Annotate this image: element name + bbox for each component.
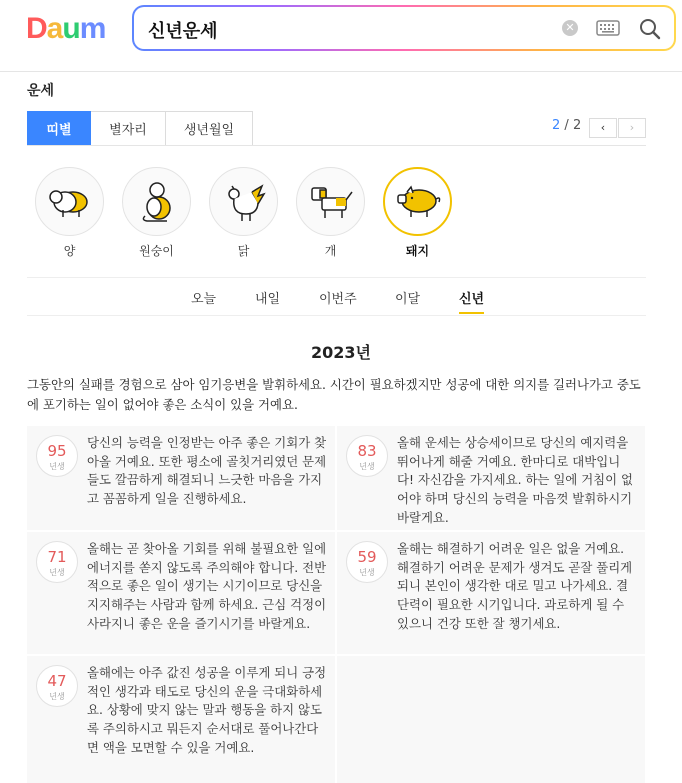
animal-item-dog[interactable] <box>296 167 365 259</box>
birth-year: 59 <box>357 548 377 566</box>
monkey-icon <box>122 167 191 236</box>
tab-this-month[interactable]: 이달 <box>395 292 421 307</box>
animal-item-monkey[interactable] <box>122 167 191 259</box>
birth-year-unit: 년생 <box>49 568 65 577</box>
clear-search-button[interactable]: ✕ <box>562 20 578 36</box>
animal-item-sheep[interactable] <box>35 167 104 259</box>
rooster-icon <box>209 167 278 236</box>
fortune-text: 올해에는 아주 값진 성공을 이루게 되니 긍정적인 생각과 태도로 당신의 운을 극대화하세요. 상황에 맞지 않는 말과 행동을 하지 않도록 주의하시고 뭐든지 순서대로 풀어나간다면 액을 모면할 수 있을 거예요. <box>87 665 327 755</box>
animal-label: 양 <box>63 244 76 258</box>
birth-year: 71 <box>47 548 67 566</box>
logo-letter-u: u <box>62 12 80 45</box>
logo-letter-a: a <box>46 12 63 45</box>
tab-today[interactable]: 오늘 <box>191 292 217 307</box>
birth-year-unit: 년생 <box>359 462 375 471</box>
birth-year-badge <box>36 541 78 583</box>
logo-letter-m: m <box>79 12 106 45</box>
animal-item-rooster[interactable] <box>209 167 278 259</box>
animal-label: 돼지 <box>405 244 430 258</box>
birth-year-badge <box>36 665 78 707</box>
header <box>0 0 682 72</box>
sheep-icon <box>35 167 104 236</box>
animal-list <box>35 167 470 259</box>
birth-year-unit: 년생 <box>49 462 65 471</box>
birth-year-badge <box>346 435 388 477</box>
daum-logo[interactable] <box>26 12 105 46</box>
fortune-card <box>27 656 335 783</box>
fortune-text: 당신의 능력을 인정받는 아주 좋은 기회가 찾아올 거예요. 또한 평소에 골칫거리였던 문제들도 깔끔하게 해결되니 느긋한 마음을 가지고 꼼꼼하게 일을 진행하세요. <box>87 435 327 507</box>
tab-constellation[interactable]: 별자리 <box>91 111 166 146</box>
animal-label: 개 <box>324 244 337 258</box>
fortune-card <box>27 532 335 654</box>
tabs-divider <box>27 145 646 146</box>
pager-indicator <box>552 118 581 133</box>
birth-year-unit: 년생 <box>49 692 65 701</box>
tab-new-year[interactable]: 신년 <box>459 292 485 307</box>
tab-tomorrow[interactable]: 내일 <box>255 292 281 307</box>
next-page-button[interactable]: › <box>618 118 646 138</box>
keyboard-icon[interactable] <box>596 20 620 36</box>
year-heading: 2023년 <box>311 343 371 362</box>
section-title: 운세 <box>27 83 55 99</box>
birth-year: 95 <box>47 442 67 460</box>
pager-total: 2 <box>572 118 582 133</box>
animal-item-pig[interactable] <box>383 167 452 259</box>
fortune-text: 올해는 곧 찾아올 기회를 위해 불필요한 일에 에너지를 쏟지 않도록 주의해야 합니다. 전반적으로 좋은 일이 생기는 시기이므로 당신을 지지해주는 사람과 함께 하세요. 근심 걱정이 사라지니 좋은 운을 즐기시기를 바랄게요. <box>87 541 327 631</box>
fortune-text: 올해는 해결하기 어려운 일은 없을 거예요. 해결하기 어려운 문제가 생겨도 곧잘 풀리게 되니 본인이 생각한 대로 밀고 나가세요. 결단력이 필요한 시기입니다. 과로하게 될 수 있으니 건강 또한 잘 챙기세요. <box>397 541 633 631</box>
search-icon[interactable] <box>638 17 662 41</box>
search-input[interactable]: 신년운세 <box>148 21 218 42</box>
birth-year-badge <box>346 541 388 583</box>
animal-label: 닭 <box>237 244 250 258</box>
divider <box>27 315 646 316</box>
birth-year-badge <box>36 435 78 477</box>
search-box <box>132 5 676 51</box>
fortune-text: 올해 운세는 상승세이므로 당신의 예지력을 뛰어나게 해줄 거예요. 한마디로 대박입니다! 자신감을 가지세요. 하는 일에 거침이 없어야 하며 당신의 능력을 마음껏 발휘하시기 바랄게요. <box>397 435 634 525</box>
logo-letter-d: D <box>26 12 47 45</box>
pager-current: 2 <box>552 118 561 133</box>
pager-separator: / <box>564 118 569 133</box>
tab-zodiac-animal[interactable]: 띠별 <box>27 111 91 146</box>
fortune-card <box>337 426 645 530</box>
birth-year-unit: 년생 <box>359 568 375 577</box>
search-box-inner <box>134 7 674 49</box>
birth-year: 83 <box>357 442 377 460</box>
fortune-card <box>27 426 335 530</box>
fortune-type-tabs <box>27 111 253 146</box>
prev-page-button[interactable]: ‹ <box>589 118 617 138</box>
pig-icon <box>383 167 452 236</box>
tab-this-week[interactable]: 이번주 <box>319 292 357 307</box>
fortune-card <box>337 532 645 654</box>
fortune-card-empty <box>337 656 645 783</box>
divider <box>27 277 646 278</box>
tab-birthdate[interactable]: 생년월일 <box>166 111 253 146</box>
animal-label: 원숭이 <box>139 244 174 258</box>
dog-icon <box>296 167 365 236</box>
active-tab-indicator <box>459 312 484 314</box>
birth-year: 47 <box>47 672 67 690</box>
fortune-summary: 그동안의 실패를 경험으로 삼아 임기응변을 발휘하세요. 시간이 필요하겠지만 성공에 대한 의지를 길러나가고 중도에 포기하는 일이 없어야 좋은 소식이 있을 거예요. <box>27 377 641 412</box>
